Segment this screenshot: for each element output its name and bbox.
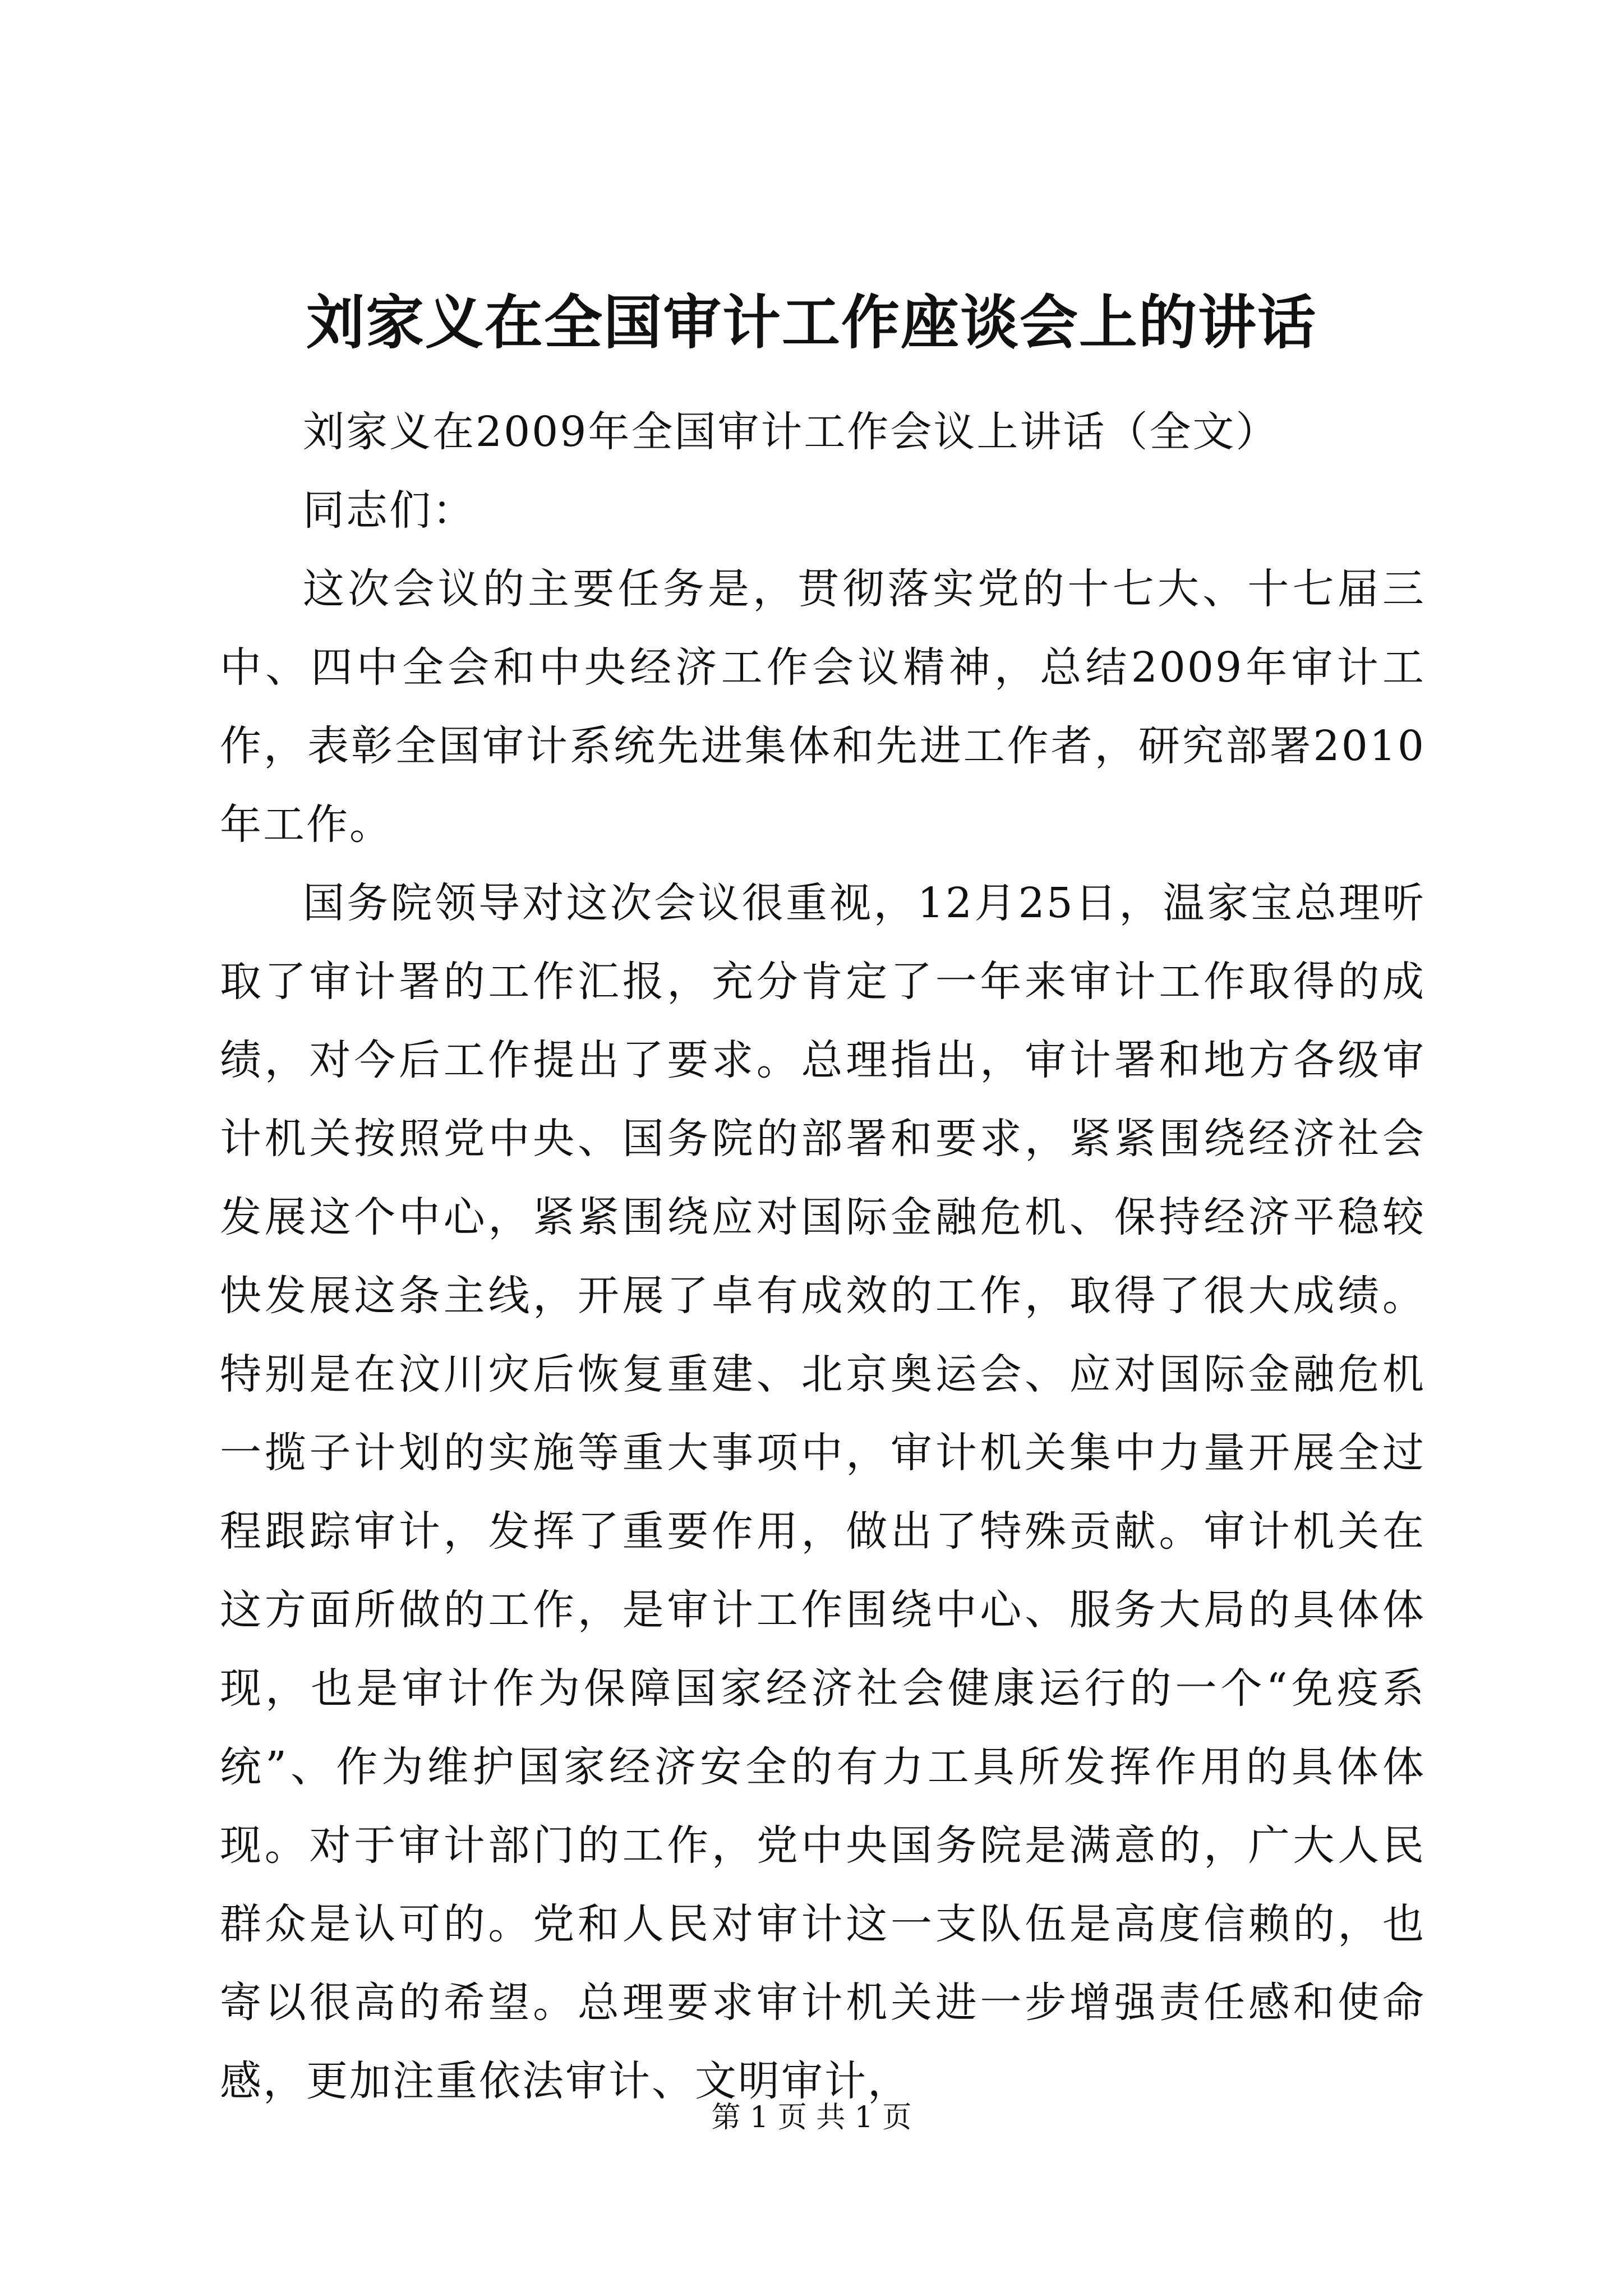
document-title: 刘家义在全国审计工作座谈会上的讲话	[306, 288, 1317, 357]
body-paragraph: 国务院领导对这次会议很重视，12月25日，温家宝总理听取了审计署的工作汇报，充分肯定了一年来审计工作取得的成绩，对今后工作提出了要求。总理指出，审计署和地方各级审计机关按照党中央、国务院的部署和要求，紧紧围绕经济社会发展这个中心，紧紧围绕应对国际金融危机、保持经济平稳较快发展这条主线，开展了卓有成效的工作，取得了很大成绩。特别是在汶川灾后恢复重建、北京奥运会、应对国际金融危机一揽子计划的实施等重大事项中，审计机关集中力量开展全过程跟踪审计，发挥了重要作用，做出了特殊贡献。审计机关在这方面所做的工作，是审计工作围绕中心、服务大局的具体体现，也是审计作为保障国家经济社会健康运行的一个“免疫系统”、作为维护国家经济安全的有力工具所发挥作用的具体体现。对于审计部门的工作，党中央国务院是满意的，广大人民群众是认可的。党和人民对审计这一支队伍是高度信赖的，也寄以很高的希望。总理要求审计机关进一步增强责任感和使命感，更加注重依法审计、文明审计，	[220, 879, 1426, 2105]
salutation-paragraph: 同志们：	[303, 486, 476, 535]
subtitle-paragraph: 刘家义在2009年全国审计工作会议上讲话（全文）	[303, 408, 1279, 456]
document-body	[220, 393, 1426, 2120]
page-footer: 第 1 页 共 1 页	[711, 2101, 912, 2134]
body-paragraph: 这次会议的主要任务是，贯彻落实党的十七大、十七届三中、四中全会和中央经济工作会议精神，总结2009年审计工作，表彰全国审计系统先进集体和先进工作者，研究部署2010年工作。	[220, 565, 1426, 849]
